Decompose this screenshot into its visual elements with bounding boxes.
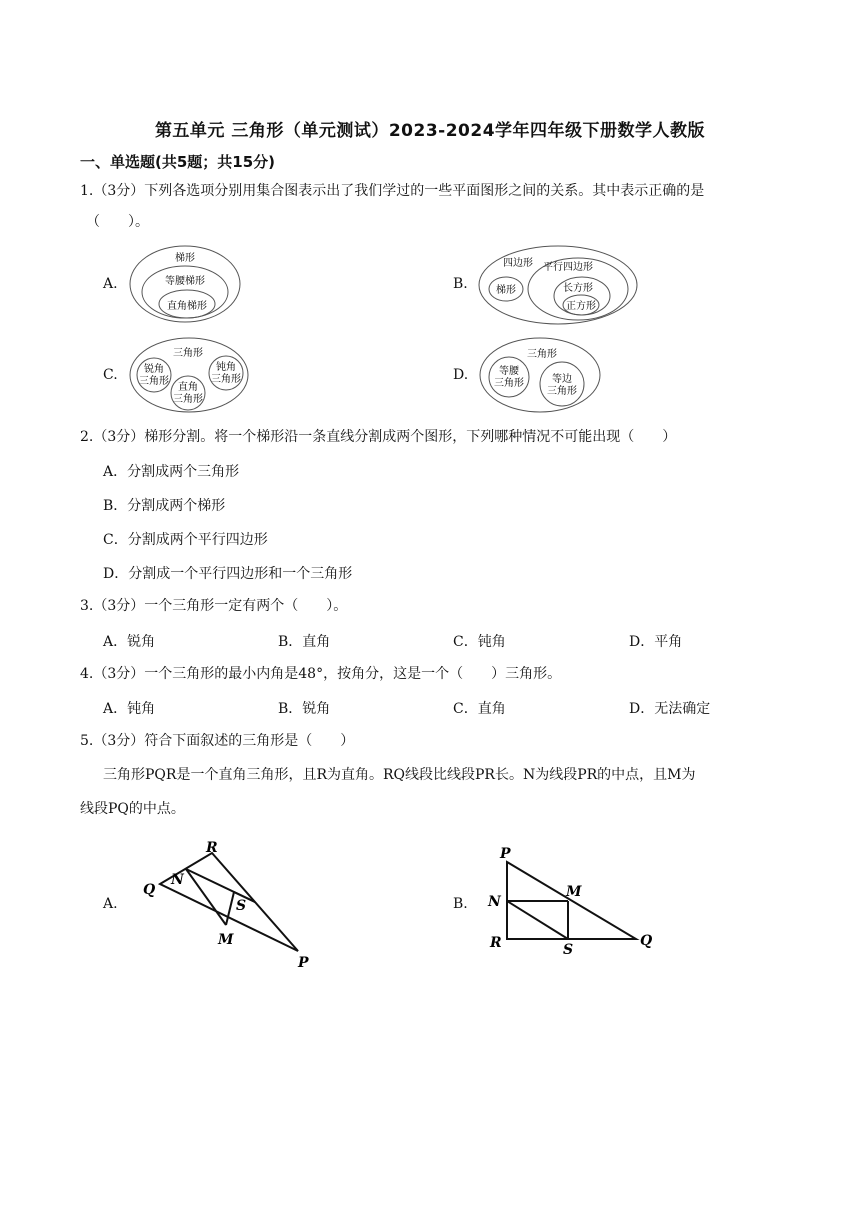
- venn-d-equi-text: 等边: [552, 374, 572, 385]
- q3-option-d[interactable]: D．平角: [629, 634, 683, 650]
- venn-c-outer-text: 三角形: [173, 348, 203, 359]
- q2-option-a[interactable]: A．分割成两个三角形: [103, 464, 240, 480]
- venn-d-equi-text2: 三角形: [547, 386, 577, 397]
- label-N: N: [488, 894, 501, 910]
- q1-option-c-label[interactable]: C.: [103, 367, 118, 383]
- venn-c-obtuse-text2: 三角形: [211, 374, 241, 385]
- q5-triangle-b: [486, 844, 662, 956]
- venn-a-mid-text: 等腰梯形: [165, 276, 205, 287]
- q3-option-a[interactable]: A．锐角: [103, 634, 156, 650]
- q3-option-b[interactable]: B．直角: [278, 634, 331, 650]
- q1-venn-b: [478, 244, 640, 326]
- question-5-stem: 5.（3分）符合下面叙述的三角形是（ ）: [80, 733, 355, 749]
- label-Q: Q: [640, 933, 653, 949]
- q4-option-d[interactable]: D．无法确定: [629, 701, 711, 717]
- q5-option-b-label[interactable]: B.: [453, 896, 468, 912]
- venn-a-outer-text: 梯形: [175, 253, 195, 264]
- q1-option-a-label[interactable]: A.: [103, 276, 118, 292]
- question-4-stem: 4.（3分）一个三角形的最小内角是48°，按角分，这是一个（ ）三角形。: [80, 666, 562, 682]
- label-Q: Q: [143, 882, 156, 898]
- venn-b-trap-text: 梯形: [496, 285, 516, 296]
- q5-option-a-label[interactable]: A.: [103, 896, 118, 912]
- label-R: R: [490, 935, 502, 951]
- question-1-stem: 1.（3分）下列各选项分别用集合图表示出了我们学过的一些平面图形之间的关系。其中表示正确的是: [80, 183, 705, 199]
- venn-c-acute-text: 锐角: [144, 364, 164, 375]
- page-title: 第五单元 三角形（单元测试）2023-2024学年四年级下册数学人教版: [154, 121, 706, 141]
- venn-b-rect-text: 长方形: [563, 283, 593, 294]
- q5-triangle-a: [138, 840, 318, 970]
- question-1-stem-cont: （ ）。: [86, 214, 149, 230]
- q2-option-c[interactable]: C．分割成两个平行四边形: [103, 532, 268, 548]
- label-S: S: [236, 898, 247, 914]
- venn-d-outer-text: 三角形: [527, 349, 557, 360]
- question-5-paragraph: 三角形PQR是一个直角三角形，且R为直角。RQ线段比线段PR长。N为线段PR的中点，且M为: [103, 767, 696, 783]
- venn-a-inner-text: 直角梯形: [167, 301, 207, 312]
- label-M: M: [218, 932, 234, 948]
- q3-option-c[interactable]: C．钝角: [453, 634, 506, 650]
- label-N: N: [171, 872, 184, 888]
- venn-d-iso-text2: 三角形: [494, 378, 524, 389]
- q4-option-b[interactable]: B．锐角: [278, 701, 331, 717]
- label-R: R: [206, 840, 218, 856]
- q1-venn-a: [128, 244, 242, 324]
- q1-venn-d: [478, 336, 602, 414]
- q1-option-b-label[interactable]: B.: [453, 276, 468, 292]
- label-P: P: [298, 955, 309, 970]
- venn-c-acute-text2: 三角形: [139, 376, 169, 387]
- question-3-stem: 3.（3分）一个三角形一定有两个（ ）。: [80, 598, 348, 614]
- q1-option-d-label[interactable]: D.: [453, 367, 469, 383]
- section-heading: 一、单选题(共5题；共15分): [80, 153, 276, 171]
- q4-option-c[interactable]: C．直角: [453, 701, 506, 717]
- venn-c-obtuse-text: 钝角: [216, 362, 236, 373]
- q2-option-d[interactable]: D．分割成一个平行四边形和一个三角形: [103, 566, 353, 582]
- label-M: M: [566, 884, 582, 900]
- q4-option-a[interactable]: A．钝角: [103, 701, 156, 717]
- venn-b-quad-text: 四边形: [503, 258, 533, 269]
- venn-d-iso-text: 等腰: [499, 366, 519, 377]
- venn-b-square-text: 正方形: [566, 301, 596, 312]
- label-P: P: [500, 846, 511, 862]
- label-S: S: [563, 942, 574, 956]
- question-5-paragraph-cont: 线段PQ的中点。: [80, 801, 185, 817]
- question-2-stem: 2.（3分）梯形分割。将一个梯形沿一条直线分割成两个图形，下列哪种情况不可能出现（ ）: [80, 429, 677, 445]
- venn-b-para-text: 平行四边形: [543, 262, 593, 273]
- q1-venn-c: [128, 336, 252, 414]
- venn-c-right-text: 直角: [178, 382, 198, 393]
- q2-option-b[interactable]: B．分割成两个梯形: [103, 498, 226, 514]
- venn-c-right-text2: 三角形: [173, 394, 203, 405]
